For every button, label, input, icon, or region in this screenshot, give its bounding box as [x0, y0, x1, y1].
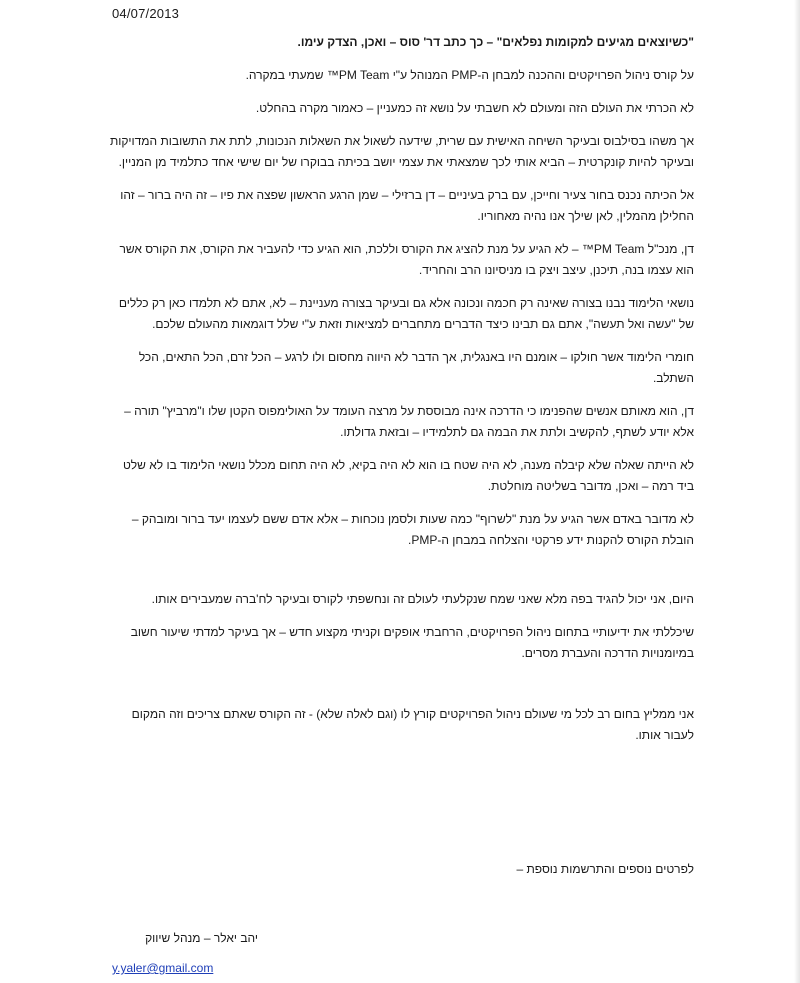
paragraph-expertise: לא הייתה שאלה שלא קיבלה מענה, לא היה שטח בו הוא לא היה בקיא, לא היה תחום מכלל נושאי הלימוד בו לא שלט ביד רמה – ואכן, מדובר בשליטה מוחלטת. — [122, 458, 694, 493]
paragraph-skills: שיכללתי את ידיעותיי בתחום ניהול הפרויקטים, הרחבתי אופקים וקניתי מקצוע חדש – אך בעיקר למדתי שיעור חשוב במיומנויות הדרכה והעברת מסרים. — [130, 625, 694, 660]
paragraph-syllabus: אך משהו בסילבוס ובעיקר השיחה האישית עם שרית, שידעה לשאול את השאלות הנכונות, לתת את התשובות המדויקות ובעיקר להיות קונקרטית – הביא אותי לכך שמצאתי את עצמי יושב בכיתה בבוקרו של יום שישי אחד כתלמיד מן המניין. — [109, 134, 694, 169]
paragraph-opening-quote: "כשיוצאים מגיעים למקומות נפלאים" – כך כתב דר' סוס – ואכן, הצדק עימו. — [297, 35, 694, 49]
paragraph-new-world: לא הכרתי את העולם הזה ומעולם לא חשבתי על נושא זה כמעניין – כאמור מקרה בהחלט. — [255, 101, 694, 115]
paragraph-course-discovery: על קורס ניהול הפרויקטים וההכנה למבחן ה-PMP המנוהל ע"י PM Team™ שמעתי במקרה. — [245, 68, 694, 82]
paragraph-ceo: דן, מנכ"ל PM Team™ – לא הגיע על מנת להציג את הקורס וללכת, הוא הגיע כדי להעביר את הקורס, את הקורס אשר הוא עצמו בנה, תיכנן, עיצב ויצק בו מניסיונו הרב והחריד. — [119, 242, 694, 277]
document-date: 04/07/2013 — [112, 6, 180, 21]
contact-line: לפרטים נוספים והתרשמות נוספת – — [516, 862, 694, 876]
page-edge — [794, 0, 800, 983]
signature: יהב יאלר – מנהל שיווק — [145, 931, 258, 945]
paragraph-teaching-style: דן, הוא מאותם אנשים שהפנימו כי הדרכה אינה מבוססת על מרצה העומד על האולימפוס הקטן שלו ו"מרביץ" תורה – אלא יודע לשתף, להקשיב ולתת את הבמה גם לתלמידיו – ובזאת גדולתו. — [124, 404, 694, 439]
paragraph-goal: לא מדובר באדם אשר הגיע על מנת "לשרוף" כמה שעות ולסמן נוכחות – אלא אדם ששם לעצמו יעד ברור ומובהק – הובלת הקורס להקנות ידע פרקטי והצלחה במבחן ה-PMP. — [131, 512, 694, 547]
email-link[interactable]: y.yaler@gmail.com — [112, 961, 214, 975]
paragraph-instructor-entrance: אל הכיתה נכנס בחור צעיר וחייכן, עם ברק בעיניים – דן ברזילי – שמן הרגע הראשון שפצה את פיו – זה היה ברור – זהו החלילן מהמלין, לאן שילך אנו נהיה מאחוריו. — [120, 188, 694, 223]
paragraph-topics: נושאי הלימוד נבנו בצורה שאינה רק חכמה ונכונה אלא גם ובעיקר בצורה מעניינת – לא, אתם לא תלמדו כאן רק כללים של "עשה ואל תעשה", אתם גם תבינו כיצד הדברים מתחברים למציאות וזאת ע"י שלל דוגמאות מהעולם שלכם. — [118, 296, 694, 331]
paragraph-today: היום, אני יכול להגיד בפה מלא שאני שמח שנקלעתי לעולם זה ונחשפתי לקורס ובעיקר לח'ברה שמעבירים אותו. — [151, 592, 694, 606]
paragraph-materials: חומרי הלימוד אשר חולקו – אומנם היו באנגלית, אך הדבר לא היווה מחסום ולו לרגע – הכל זרם, הכל התאים, הכל השתלב. — [138, 350, 694, 385]
paragraph-recommendation: אני ממליץ בחום רב לכל מי שעולם ניהול הפרויקטים קורץ לו (וגם לאלה שלא) - זה הקורס שאתם צריכים וזה המקום לעבור אותו. — [131, 707, 694, 742]
letter-body — [108, 32, 694, 758]
